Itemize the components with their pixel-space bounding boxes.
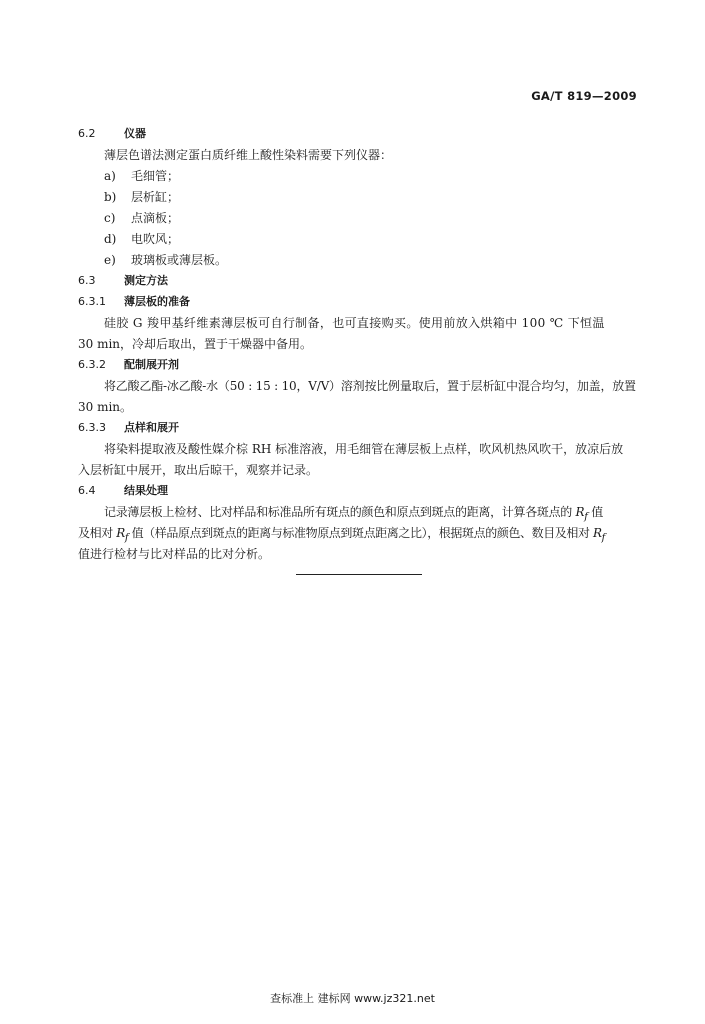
list-item-text: 电吹风； bbox=[131, 232, 180, 246]
text-fragment: 记录薄层板上检材、比对样品和标准品所有斑点的颜色和原点到斑点的距离，计算各斑点的 bbox=[104, 505, 576, 519]
list-item bbox=[104, 167, 179, 184]
paragraph-line: 值进行检材与比对样品的比对分析。 bbox=[78, 547, 271, 561]
section-number: 6.3.3 bbox=[78, 421, 106, 434]
list-item bbox=[104, 251, 227, 268]
rf-symbol: $R_f$ bbox=[575, 505, 588, 523]
section-number: 6.4 bbox=[78, 484, 96, 497]
list-marker: d) bbox=[104, 232, 117, 246]
text-fragment: 值（样品原点到斑点的距离与标准物原点到斑点距离之比），根据斑点的颜色、数目及相对 bbox=[128, 526, 594, 540]
list-item-text: 点滴板； bbox=[131, 211, 180, 225]
list-item-text: 层析缸； bbox=[131, 190, 180, 204]
section-title: 配制展开剂 bbox=[124, 358, 179, 371]
end-rule bbox=[296, 574, 422, 575]
paragraph-line: 入层析缸中展开，取出后晾干，观察并记录。 bbox=[78, 463, 319, 477]
paragraph-line bbox=[78, 524, 605, 543]
section-title: 点样和展开 bbox=[124, 421, 179, 434]
section-6-2-intro: 薄层色谱法测定蛋白质纤维上酸性染料需要下列仪器： bbox=[104, 148, 393, 162]
paragraph-line: 硅胶 G 羧甲基纤维素薄层板可自行制备，也可直接购买。使用前放入烘箱中 100 ℃ 下恒温 bbox=[104, 316, 605, 330]
list-item-text: 毛细管； bbox=[131, 169, 180, 183]
section-number: 6.3 bbox=[78, 274, 96, 287]
footer-watermark: 查标准上 建标网 www.jz321.net bbox=[270, 992, 435, 1005]
rf-symbol: $R_f$ bbox=[593, 526, 605, 544]
list-item bbox=[104, 188, 179, 205]
standard-number: GA/T 819—2009 bbox=[531, 89, 637, 103]
rf-symbol: $R_f$ bbox=[116, 526, 129, 544]
list-marker: b) bbox=[104, 190, 117, 204]
text-fragment: 值 bbox=[587, 505, 603, 519]
paragraph-line: 将乙酸乙酯-冰乙酸-水（50 : 15 : 10，V/V）溶剂按比例量取后，置于层析缸中混合均匀，加盖，放置 bbox=[104, 379, 636, 393]
paragraph-line: 将染料提取液及酸性媒介棕 RH 标准溶液，用毛细管在薄层板上点样，吹风机热风吹干，放凉后放 bbox=[104, 442, 624, 456]
section-title: 薄层板的准备 bbox=[124, 295, 190, 308]
list-item bbox=[104, 209, 179, 226]
section-6-3-heading bbox=[78, 272, 168, 288]
section-title: 仪器 bbox=[124, 127, 146, 140]
text-fragment: 及相对 bbox=[78, 526, 117, 540]
section-6-2-heading bbox=[78, 125, 146, 141]
paragraph-line: 30 min。 bbox=[78, 400, 133, 414]
section-6-3-3-heading bbox=[78, 419, 179, 435]
section-6-4-heading bbox=[78, 482, 168, 498]
list-marker: c) bbox=[104, 211, 116, 225]
section-title: 结果处理 bbox=[124, 484, 168, 497]
section-number: 6.2 bbox=[78, 127, 96, 140]
section-number: 6.3.2 bbox=[78, 358, 106, 371]
list-item-text: 玻璃板或薄层板。 bbox=[131, 253, 228, 267]
section-6-3-2-heading bbox=[78, 356, 179, 372]
list-item bbox=[104, 230, 179, 247]
section-6-3-1-heading bbox=[78, 293, 190, 309]
list-marker: e) bbox=[104, 253, 116, 267]
list-marker: a) bbox=[104, 169, 116, 183]
paragraph-line bbox=[104, 503, 603, 522]
section-number: 6.3.1 bbox=[78, 295, 106, 308]
section-title: 测定方法 bbox=[124, 274, 168, 287]
paragraph-line: 30 min，冷却后取出，置于干燥器中备用。 bbox=[78, 337, 313, 351]
